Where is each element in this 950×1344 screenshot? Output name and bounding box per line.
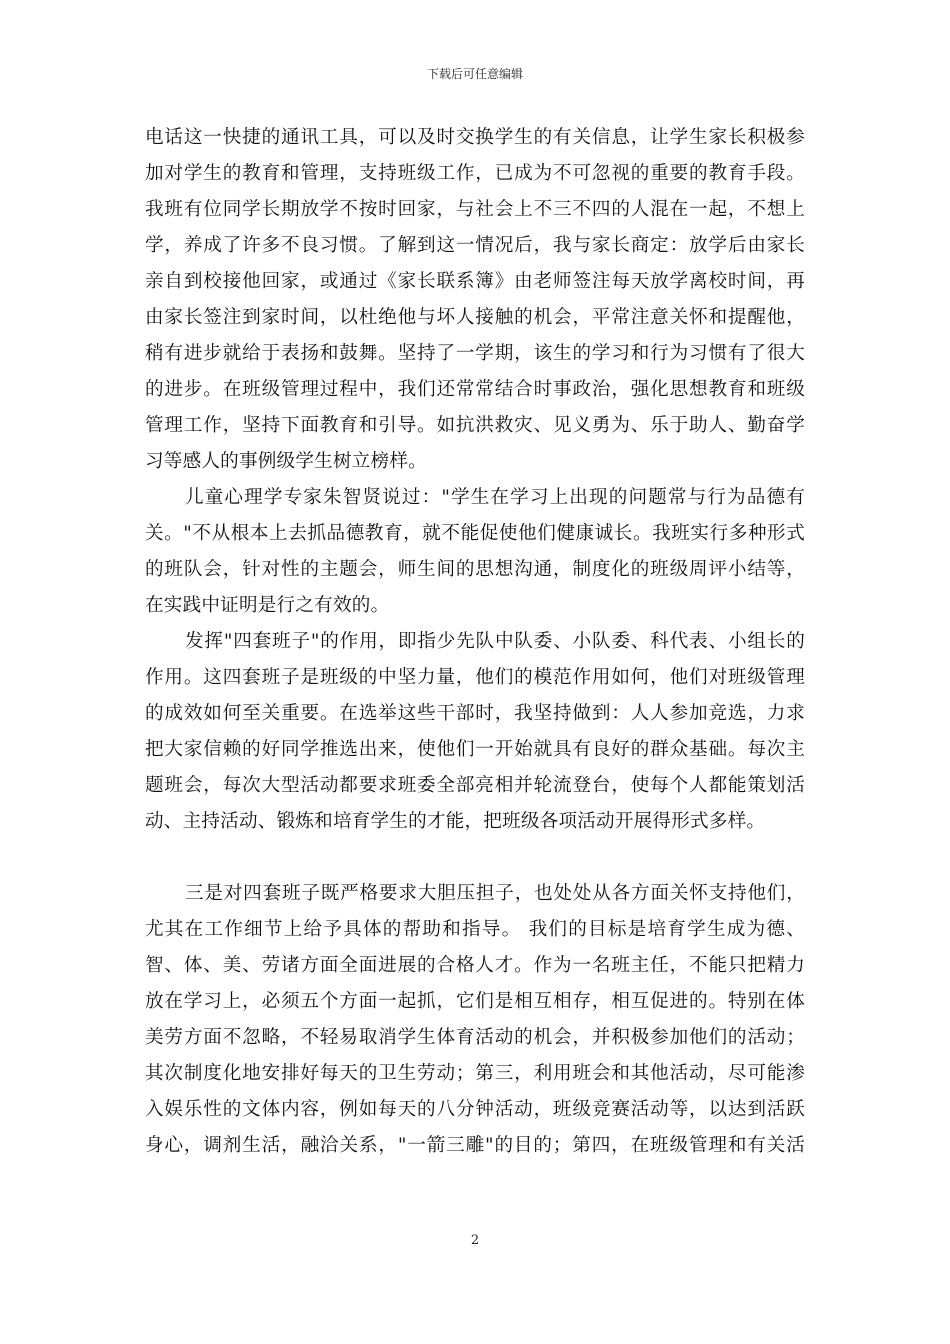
text-line: 的进步。在班级管理过程中，我们还常常结合时事政治，强化思想教育和班级: [145, 379, 805, 400]
page-number: 2: [470, 1233, 480, 1248]
text-line: 题班会，每次大型活动都要求班委全部亮相并轮流登台，使每个人都能策划活: [145, 775, 805, 796]
text-line: 我班有位同学长期放学不按时回家，与社会上不三不四的人混在一起，不想上: [145, 199, 805, 220]
text-line: 儿童心理学专家朱智贤说过："学生在学习上出现的问题常与行为品德有: [185, 487, 805, 508]
text-line: 美劳方面不忽略，不轻易取消学生体育活动的机会，并积极参加他们的活动；: [145, 1027, 805, 1048]
text-line: 稍有进步就给于表扬和鼓舞。坚持了一学期，该生的学习和行为习惯有了很大: [145, 343, 805, 364]
page-header: 下载后可任意编辑: [426, 67, 523, 81]
text-line: 入娱乐性的文体内容，例如每天的八分钟活动，班级竞赛活动等，以达到活跃: [145, 1099, 805, 1120]
text-line: 管理工作，坚持下面教育和引导。如抗洪救灾、见义勇为、乐于助人、勤奋学: [145, 415, 805, 436]
text-line: 放在学习上，必须五个方面一起抓，它们是相互相存，相互促进的。特别在体: [145, 991, 805, 1012]
text-line: 的班队会，针对性的主题会，师生间的思想沟通，制度化的班级周评小结等，: [145, 559, 805, 580]
text-line: 身心，调剂生活，融洽关系，"一箭三雕"的目的；第四，在班级管理和有关活: [145, 1135, 805, 1156]
text-line: 动、主持活动、锻炼和培育学生的才能，把班级各项活动开展得形式多样。: [145, 811, 766, 832]
paragraph-gap: [145, 840, 805, 876]
text-line: 作用。这四套班子是班级的中坚力量，他们的模范作用如何，他们对班级管理: [145, 667, 805, 688]
text-line: 学，养成了许多不良习惯。了解到这一情况后，我与家长商定：放学后由家长: [145, 235, 805, 256]
text-line: 习等感人的事例级学生树立榜样。: [145, 451, 427, 472]
text-line: 由家长签注到家时间，以杜绝他与坏人接触的机会，平常注意关怀和提醒他，: [145, 307, 805, 328]
text-line: 发挥"四套班子"的作用，即指少先队中队委、小队委、科代表、小组长的: [185, 631, 805, 652]
text-line: 其次制度化地安排好每天的卫生劳动；第三，利用班会和其他活动，尽可能渗: [145, 1063, 805, 1084]
text-line: 尤其在工作细节上给予具体的帮助和指导。 我们的目标是培育学生成为德、: [145, 919, 805, 940]
text-line: 加对学生的教育和管理，支持班级工作，已成为不可忽视的重要的教育手段。: [145, 163, 805, 184]
text-line: 电话这一快捷的通讯工具，可以及时交换学生的有关信息，让学生家长积极参: [145, 127, 805, 148]
document-body: [145, 120, 805, 1164]
text-line: 在实践中证明是行之有效的。: [145, 595, 390, 616]
text-line: 关。"不从根本上去抓品德教育，就不能促使他们健康诚长。我班实行多种形式: [145, 523, 805, 544]
text-line: 的成效如何至关重要。在选举这些干部时，我坚持做到：人人参加竞选，力求: [145, 703, 805, 724]
text-line: 三是对四套班子既严格要求大胆压担子，也处处从各方面关怀支持他们，: [185, 883, 805, 904]
text-line: 亲自到校接他回家，或通过《家长联系簿》由老师签注每天放学离校时间，再: [145, 271, 805, 292]
text-line: 智、体、美、劳诸方面全面进展的合格人才。作为一名班主任，不能只把精力: [145, 955, 805, 976]
text-line: 把大家信赖的好同学推选出来，使他们一开始就具有良好的群众基础。每次主: [145, 739, 805, 760]
